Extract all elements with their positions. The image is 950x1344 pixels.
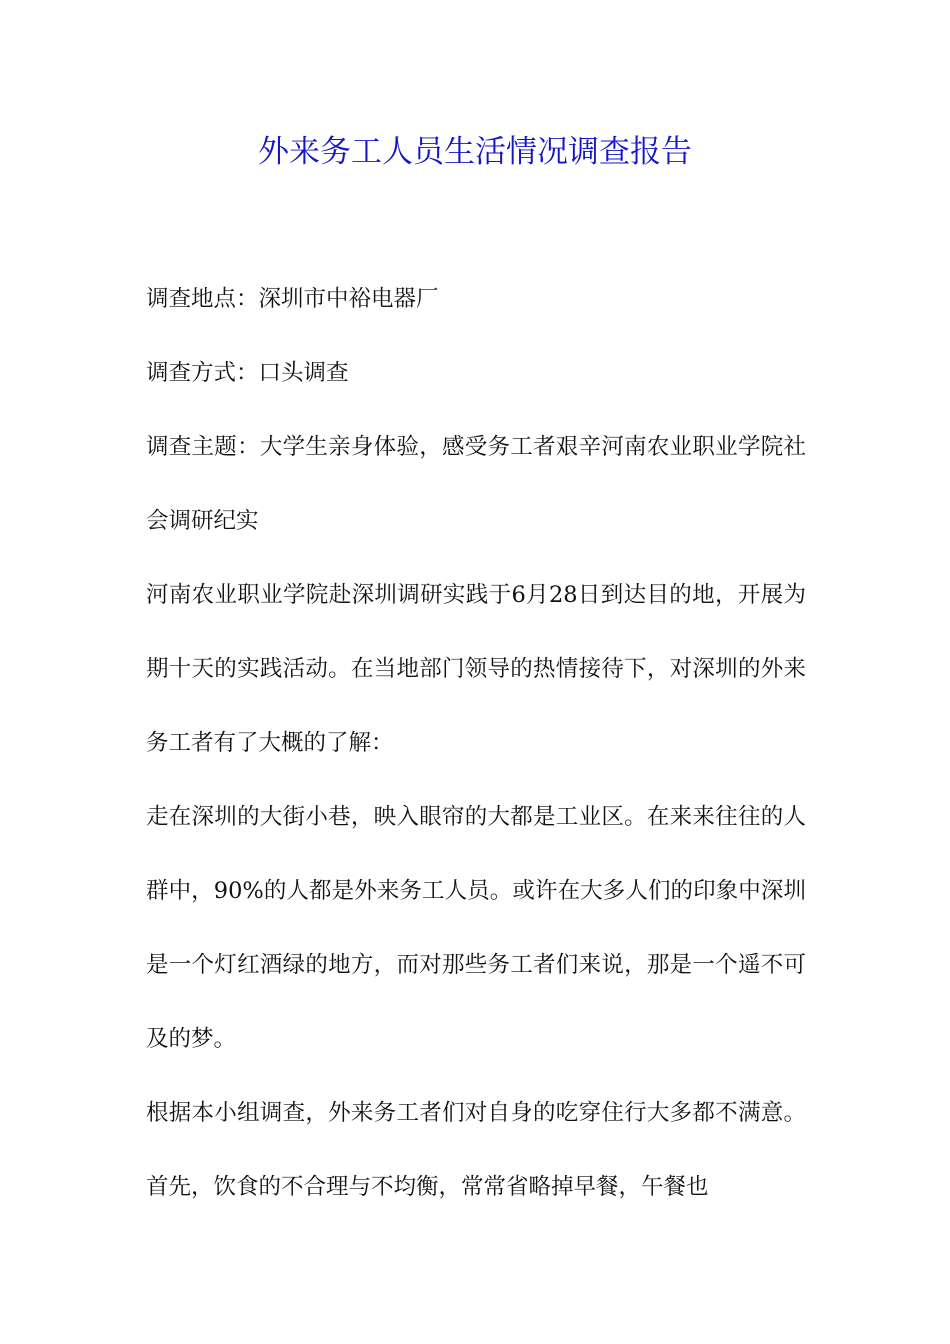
paragraph-street-scene: 走在深圳的大街小巷，映入眼帘的大都是工业区。在来来往往的人群中，90%的人都是外来务工人员。或许在大多人们的印象中深圳是一个灯红酒绿的地方，而对那些务工者们来说，那是一个遥不可及的梦。: [146, 804, 806, 1052]
paragraph-survey-method: 调查方式：口头调查: [146, 360, 349, 386]
paragraph-survey-findings: 根据本小组调查，外来务工者们对自身的吃穿住行大多都不满意。首先，饮食的不合理与不均衡，常常省略掉早餐，午餐也: [146, 1100, 806, 1200]
document-title: 外来务工人员生活情况调查报告: [258, 134, 692, 170]
paragraph-survey-theme: 调查主题：大学生亲身体验，感受务工者艰辛河南农业职业学院社会调研纪实: [146, 434, 806, 534]
paragraph-intro: 河南农业职业学院赴深圳调研实践于6月28日到达目的地，开展为期十天的实践活动。在当地部门领导的热情接待下，对深圳的外来务工者有了大概的了解：: [146, 582, 806, 756]
document-body: [146, 262, 806, 1224]
paragraph-survey-location: 调查地点：深圳市中裕电器厂: [146, 286, 439, 312]
